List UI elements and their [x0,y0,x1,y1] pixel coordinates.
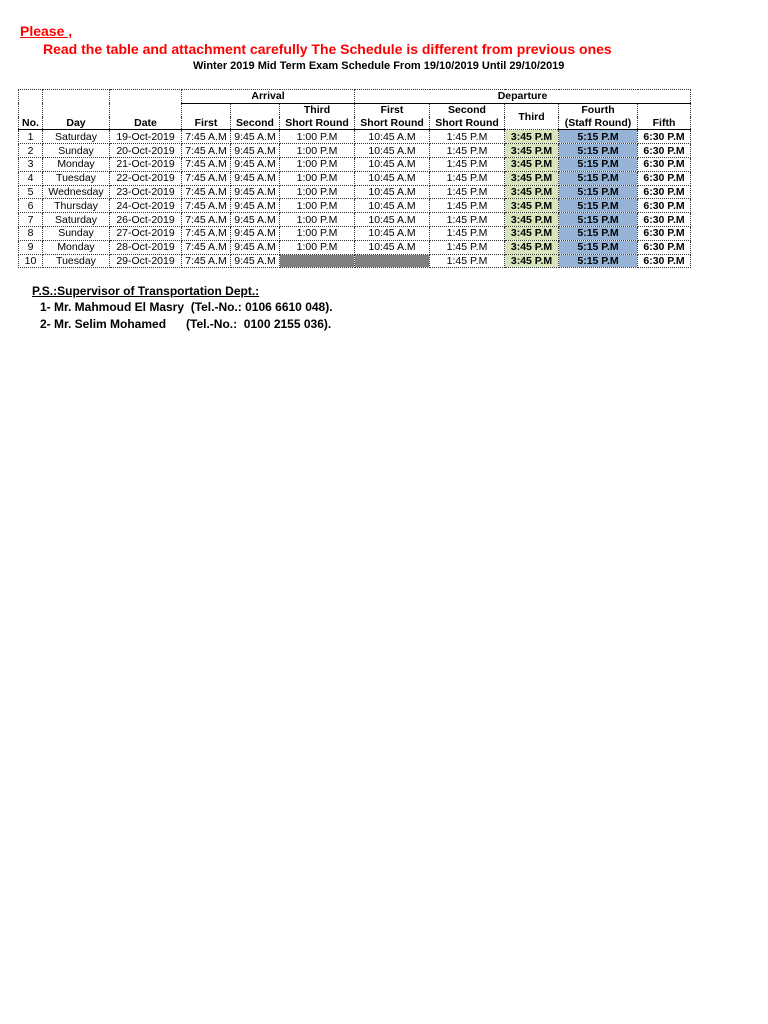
departure-second-header: Second [430,103,505,116]
arrival-first-cell: 7:45 A.M [182,254,231,268]
departure-fourth-cell: 5:15 P.M [559,240,638,254]
departure-fifth-header: Fifth [638,117,691,130]
arrival-first-cell: 7:45 A.M [182,130,231,144]
arrival-first-cell: 7:45 A.M [182,157,231,171]
arrival-third-sub-header: Short Round [280,117,355,130]
departure-third-cell: 3:45 P.M [505,199,559,213]
table-row [19,185,691,199]
row-day-cell: Saturday [43,213,110,227]
departure-first-cell: 10:45 A.M [355,199,430,213]
table-row [19,199,691,213]
row-date-cell: 24-Oct-2019 [110,199,182,213]
row-no-cell: 10 [19,254,43,268]
departure-first-cell: 10:45 A.M [355,144,430,158]
departure-first-cell: 10:45 A.M [355,226,430,240]
please-heading: Please , [20,23,73,39]
blank-header-cell [43,103,110,116]
arrival-third-cell: 1:00 P.M [280,226,355,240]
departure-second-cell: 1:45 P.M [430,240,505,254]
departure-third-cell: 3:45 P.M [505,157,559,171]
departure-fourth-header: Fourth [559,103,638,116]
departure-fourth-cell: 5:15 P.M [559,185,638,199]
arrival-second-cell: 9:45 A.M [231,254,280,268]
arrival-third-cell: 1:00 P.M [280,213,355,227]
arrival-second-cell: 9:45 A.M [231,199,280,213]
table-row [19,226,691,240]
row-no-cell: 1 [19,130,43,144]
row-no-cell: 2 [19,144,43,158]
departure-fourth-cell: 5:15 P.M [559,171,638,185]
departure-second-cell: 1:45 P.M [430,199,505,213]
departure-fifth-cell: 6:30 P.M [638,254,691,268]
departure-first-cell: 10:45 A.M [355,185,430,199]
departure-first-cell [355,254,430,268]
departure-group-header: Departure [355,90,691,104]
row-day-cell: Monday [43,240,110,254]
departure-third-cell: 3:45 P.M [505,213,559,227]
row-no-cell: 8 [19,226,43,240]
departure-second-sub-header: Short Round [430,117,505,130]
arrival-third-cell: 1:00 P.M [280,185,355,199]
arrival-third-cell: 1:00 P.M [280,144,355,158]
arrival-second-cell: 9:45 A.M [231,240,280,254]
departure-fourth-cell: 5:15 P.M [559,213,638,227]
arrival-first-header: First [182,117,231,130]
schedule-title: Winter 2019 Mid Term Exam Schedule From 19/10/2019 Until 29/10/2019 [193,60,565,72]
departure-third-cell: 3:45 P.M [505,171,559,185]
departure-first-cell: 10:45 A.M [355,130,430,144]
arrival-third-cell: 1:00 P.M [280,130,355,144]
departure-third-cell: 3:45 P.M [505,130,559,144]
departure-fifth-cell: 6:30 P.M [638,171,691,185]
header-row-bottom [19,117,691,130]
departure-first-cell: 10:45 A.M [355,171,430,185]
arrival-second-cell: 9:45 A.M [231,157,280,171]
row-date-cell: 22-Oct-2019 [110,171,182,185]
blank-header-cell [182,103,231,116]
departure-first-cell: 10:45 A.M [355,213,430,227]
row-day-cell: Sunday [43,226,110,240]
departure-second-cell: 1:45 P.M [430,157,505,171]
arrival-second-cell: 9:45 A.M [231,130,280,144]
row-day-cell: Tuesday [43,254,110,268]
arrival-third-cell: 1:00 P.M [280,157,355,171]
row-day-cell: Thursday [43,199,110,213]
row-date-cell: 29-Oct-2019 [110,254,182,268]
departure-second-cell: 1:45 P.M [430,226,505,240]
table-row [19,144,691,158]
ps-title: P.S.:Supervisor of Transportation Dept.: [32,284,260,298]
row-date-cell: 20-Oct-2019 [110,144,182,158]
departure-third-cell: 3:45 P.M [505,185,559,199]
departure-fifth-cell: 6:30 P.M [638,240,691,254]
schedule-table [18,89,691,268]
departure-fourth-sub-header: (Staff Round) [559,117,638,130]
departure-fifth-cell: 6:30 P.M [638,199,691,213]
row-day-cell: Monday [43,157,110,171]
row-no-cell: 7 [19,213,43,227]
departure-third-cell: 3:45 P.M [505,254,559,268]
no-header: No. [19,117,43,130]
arrival-second-cell: 9:45 A.M [231,185,280,199]
notice-text: Read the table and attachment carefully The Schedule is different from previous ones [43,41,612,57]
arrival-first-cell: 7:45 A.M [182,144,231,158]
arrival-second-cell: 9:45 A.M [231,171,280,185]
arrival-first-cell: 7:45 A.M [182,185,231,199]
header-row-groups [19,90,691,104]
departure-second-cell: 1:45 P.M [430,254,505,268]
table-row [19,240,691,254]
departure-third-header: Third [505,103,559,130]
departure-fourth-cell: 5:15 P.M [559,130,638,144]
arrival-first-cell: 7:45 A.M [182,240,231,254]
departure-third-cell: 3:45 P.M [505,144,559,158]
departure-first-cell: 10:45 A.M [355,157,430,171]
arrival-first-cell: 7:45 A.M [182,213,231,227]
arrival-second-cell: 9:45 A.M [231,144,280,158]
departure-second-cell: 1:45 P.M [430,171,505,185]
arrival-second-header: Second [231,117,280,130]
departure-fourth-cell: 5:15 P.M [559,254,638,268]
departure-fifth-cell: 6:30 P.M [638,144,691,158]
blank-header-cell [19,90,43,104]
row-date-cell: 21-Oct-2019 [110,157,182,171]
arrival-second-cell: 9:45 A.M [231,213,280,227]
blank-header-cell [231,103,280,116]
arrival-first-cell: 7:45 A.M [182,226,231,240]
row-date-cell: 26-Oct-2019 [110,213,182,227]
row-day-cell: Saturday [43,130,110,144]
row-date-cell: 19-Oct-2019 [110,130,182,144]
departure-fourth-cell: 5:15 P.M [559,157,638,171]
arrival-third-cell: 1:00 P.M [280,171,355,185]
departure-fourth-cell: 5:15 P.M [559,226,638,240]
row-day-cell: Tuesday [43,171,110,185]
blank-header-cell [43,90,110,104]
row-date-cell: 23-Oct-2019 [110,185,182,199]
blank-header-cell [110,90,182,104]
departure-fifth-cell: 6:30 P.M [638,226,691,240]
table-row [19,213,691,227]
departure-third-cell: 3:45 P.M [505,240,559,254]
row-no-cell: 4 [19,171,43,185]
table-row [19,157,691,171]
table-row [19,171,691,185]
arrival-third-cell [280,254,355,268]
departure-second-cell: 1:45 P.M [430,130,505,144]
departure-fifth-cell: 6:30 P.M [638,213,691,227]
departure-second-cell: 1:45 P.M [430,144,505,158]
row-no-cell: 6 [19,199,43,213]
blank-header-cell [638,103,691,116]
departure-fifth-cell: 6:30 P.M [638,185,691,199]
arrival-third-cell: 1:00 P.M [280,199,355,213]
blank-header-cell [19,103,43,116]
arrival-third-header: Third [280,103,355,116]
arrival-first-cell: 7:45 A.M [182,171,231,185]
row-day-cell: Wednesday [43,185,110,199]
arrival-group-header: Arrival [182,90,355,104]
departure-fourth-cell: 5:15 P.M [559,199,638,213]
table-row [19,254,691,268]
departure-fourth-cell: 5:15 P.M [559,144,638,158]
table-row [19,130,691,144]
date-header: Date [110,117,182,130]
day-header: Day [43,117,110,130]
row-no-cell: 9 [19,240,43,254]
departure-first-sub-header: Short Round [355,117,430,130]
row-date-cell: 27-Oct-2019 [110,226,182,240]
arrival-second-cell: 9:45 A.M [231,226,280,240]
header-row-top [19,103,691,116]
row-no-cell: 3 [19,157,43,171]
blank-header-cell [110,103,182,116]
departure-first-cell: 10:45 A.M [355,240,430,254]
contact-line: 1- Mr. Mahmoud El Masry (Tel.-No.: 0106 6610 048). [40,300,333,314]
departure-second-cell: 1:45 P.M [430,185,505,199]
row-date-cell: 28-Oct-2019 [110,240,182,254]
departure-fifth-cell: 6:30 P.M [638,157,691,171]
row-day-cell: Sunday [43,144,110,158]
arrival-first-cell: 7:45 A.M [182,199,231,213]
departure-fifth-cell: 6:30 P.M [638,130,691,144]
departure-first-header: First [355,103,430,116]
contact-line: 2- Mr. Selim Mohamed (Tel.-No.: 0100 2155 036). [40,317,332,331]
arrival-third-cell: 1:00 P.M [280,240,355,254]
departure-second-cell: 1:45 P.M [430,213,505,227]
departure-third-cell: 3:45 P.M [505,226,559,240]
row-no-cell: 5 [19,185,43,199]
